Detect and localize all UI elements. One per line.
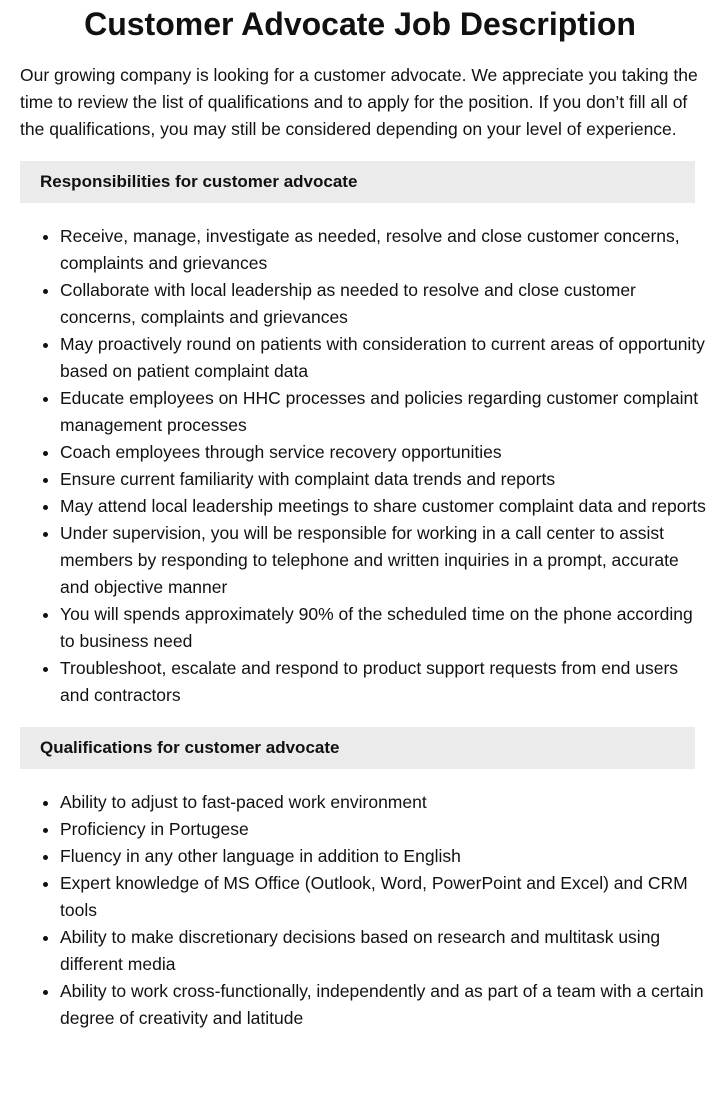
list-item: • Ability to make discretionary decisions based on research and multitask using different media (60, 924, 710, 978)
list-item: • Expert knowledge of MS Office (Outlook, Word, PowerPoint and Excel) and CRM tools (60, 870, 710, 924)
list-item: • Fluency in any other language in addition to English (60, 843, 710, 870)
qualifications-list (20, 789, 710, 1032)
page-title: Customer Advocate Job Description (84, 6, 636, 42)
list-item: • Educate employees on HHC processes and policies regarding customer complaint management processes (60, 385, 710, 439)
list-item: • Coach employees through service recovery opportunities (60, 439, 710, 466)
intro-paragraph: Our growing company is looking for a customer advocate. We appreciate you taking the time to review the list of qualifications and to apply for the position. If you don’t fill all of the qualifications, you may still be considered depending on your level of experience. (20, 65, 698, 139)
list-item: • Ensure current familiarity with complaint data trends and reports (60, 466, 710, 493)
responsibilities-heading: Responsibilities for customer advocate (20, 161, 695, 203)
list-item: • Receive, manage, investigate as needed, resolve and close customer concerns, complaints and grievances (60, 223, 710, 277)
list-item: • Troubleshoot, escalate and respond to product support requests from end users and contractors (60, 655, 710, 709)
list-item: • Ability to work cross-functionally, independently and as part of a team with a certain degree of creativity and latitude (60, 978, 710, 1032)
list-item: • Proficiency in Portugese (60, 816, 710, 843)
list-item: • Collaborate with local leadership as needed to resolve and close customer concerns, complaints and grievances (60, 277, 710, 331)
list-item: • Under supervision, you will be responsible for working in a call center to assist members by responding to telephone and written inquiries in a prompt, accurate and objective manner (60, 520, 710, 601)
responsibilities-list (20, 223, 710, 709)
list-item: • May attend local leadership meetings to share customer complaint data and reports (60, 493, 710, 520)
qualifications-heading: Qualifications for customer advocate (20, 727, 695, 769)
list-item: • You will spends approximately 90% of the scheduled time on the phone according to business need (60, 601, 710, 655)
list-item: • May proactively round on patients with consideration to current areas of opportunity based on patient complaint data (60, 331, 710, 385)
list-item: • Ability to adjust to fast-paced work environment (60, 789, 710, 816)
